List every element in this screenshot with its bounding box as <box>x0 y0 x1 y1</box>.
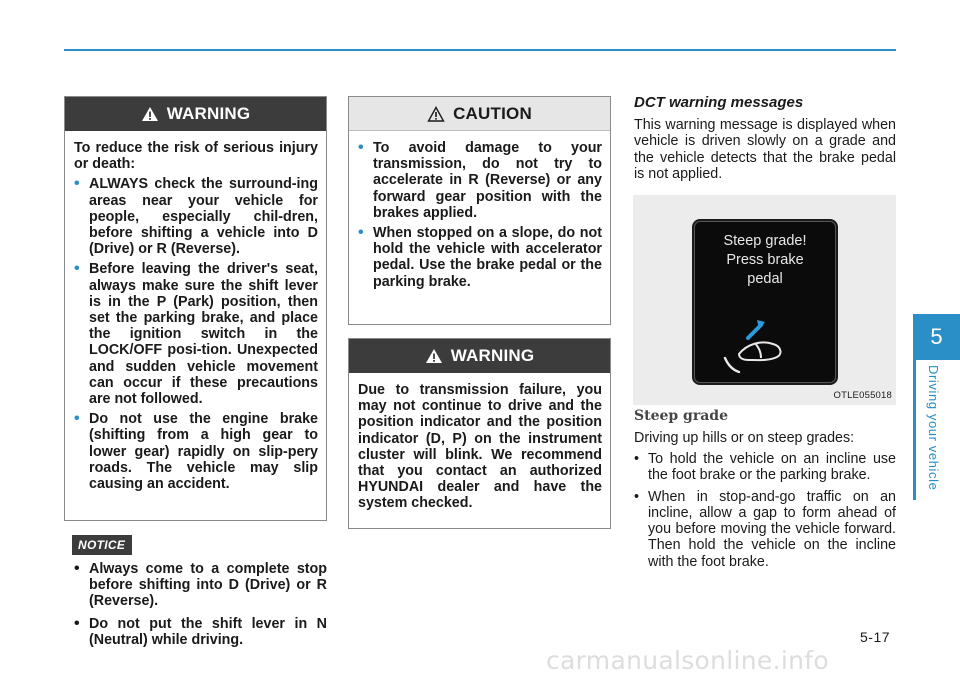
notice-list <box>74 561 327 654</box>
warning-triangle-icon <box>141 106 159 122</box>
warning-header <box>65 97 326 131</box>
caution-title: CAUTION <box>453 103 532 123</box>
warning-body: Due to transmission failure, you may not continue to drive and the position indicator and the position indicator (D, P) on the instrument cluster will blink. We recommend that you contact an authorized HYUNDAI dealer and have the system checked. <box>358 382 602 512</box>
cluster-display <box>695 222 835 382</box>
subsection-intro: Driving up hills or on steep grades: <box>634 430 855 446</box>
cluster-message-line: Press brake <box>726 252 804 268</box>
watermark: carmanualsonline.info <box>546 646 829 675</box>
warning-item: • Before leaving the driver's seat, always make sure the shift lever is in the P (Park) position, then set the parking brake, and place the ignition switch in the LOCK/OFF posi-tion. Unexpected and sudden vehicle movement can occur if these precautions are not followed. <box>74 261 318 407</box>
warning-triangle-icon <box>425 348 443 364</box>
warning-header <box>349 339 610 373</box>
notice-tag: NOTICE <box>72 535 132 555</box>
subsection-title: Steep grade <box>634 408 728 424</box>
warning-item: • Do not use the engine brake (shifting from a high gear to lower gear) rapidly on slip-pery roads. The vehicle may slip causing an accident. <box>74 411 318 492</box>
caution-triangle-icon <box>427 106 445 122</box>
section-paragraph: This warning message is displayed when vehicle is driven slowly on a grade and the vehicle detects that the brake pedal is not applied. <box>634 117 896 182</box>
caution-header <box>349 97 610 131</box>
caution-item: • When stopped on a slope, do not hold the vehicle with accelerator pedal. Use the brake pedal or the parking brake. <box>358 225 602 290</box>
section-title: DCT warning messages <box>634 94 804 111</box>
warning-box-shifting <box>64 96 327 521</box>
warning-box-transmission <box>348 338 611 529</box>
chapter-label: Driving your vehicle <box>926 365 941 491</box>
steep-grade-list <box>634 451 896 575</box>
list-item: • When in stop-and-go traffic on an incline, allow a gap to form ahead of you before moving the vehicle forward. Then hold the vehicle on the incline with the foot brake. <box>634 489 896 570</box>
notice-item: • Always come to a complete stop before shifting into D (Drive) or R (Reverse). <box>74 561 327 610</box>
brake-pedal-icon <box>695 310 835 374</box>
top-rule <box>64 49 896 51</box>
warning-item: • ALWAYS check the surround-ing areas near your vehicle for people, especially chil-dren, before shifting a vehicle into D (Drive) or R (Reverse). <box>74 176 318 257</box>
cluster-message-line: pedal <box>747 271 783 287</box>
caution-item: • To avoid damage to your transmission, do not try to accelerate in R (Reverse) or any forward gear position with the brakes applied. <box>358 140 602 221</box>
chapter-tab: 5 <box>913 314 960 360</box>
figure-code: OTLE055018 <box>833 390 892 401</box>
list-item: • To hold the vehicle on an incline use the foot brake or the parking brake. <box>634 451 896 484</box>
cluster-figure <box>633 195 896 405</box>
chapter-rule <box>913 360 916 500</box>
warning-lead: To reduce the risk of serious injury or death: <box>74 140 318 173</box>
cluster-message-line: Steep grade! <box>723 233 807 249</box>
warning-title: WARNING <box>450 346 535 365</box>
page-number: 5-17 <box>860 629 891 645</box>
warning-title: WARNING <box>166 104 251 123</box>
notice-item: • Do not put the shift lever in N (Neutral) while driving. <box>74 616 327 648</box>
caution-box <box>348 96 611 325</box>
cluster-message <box>695 232 835 289</box>
